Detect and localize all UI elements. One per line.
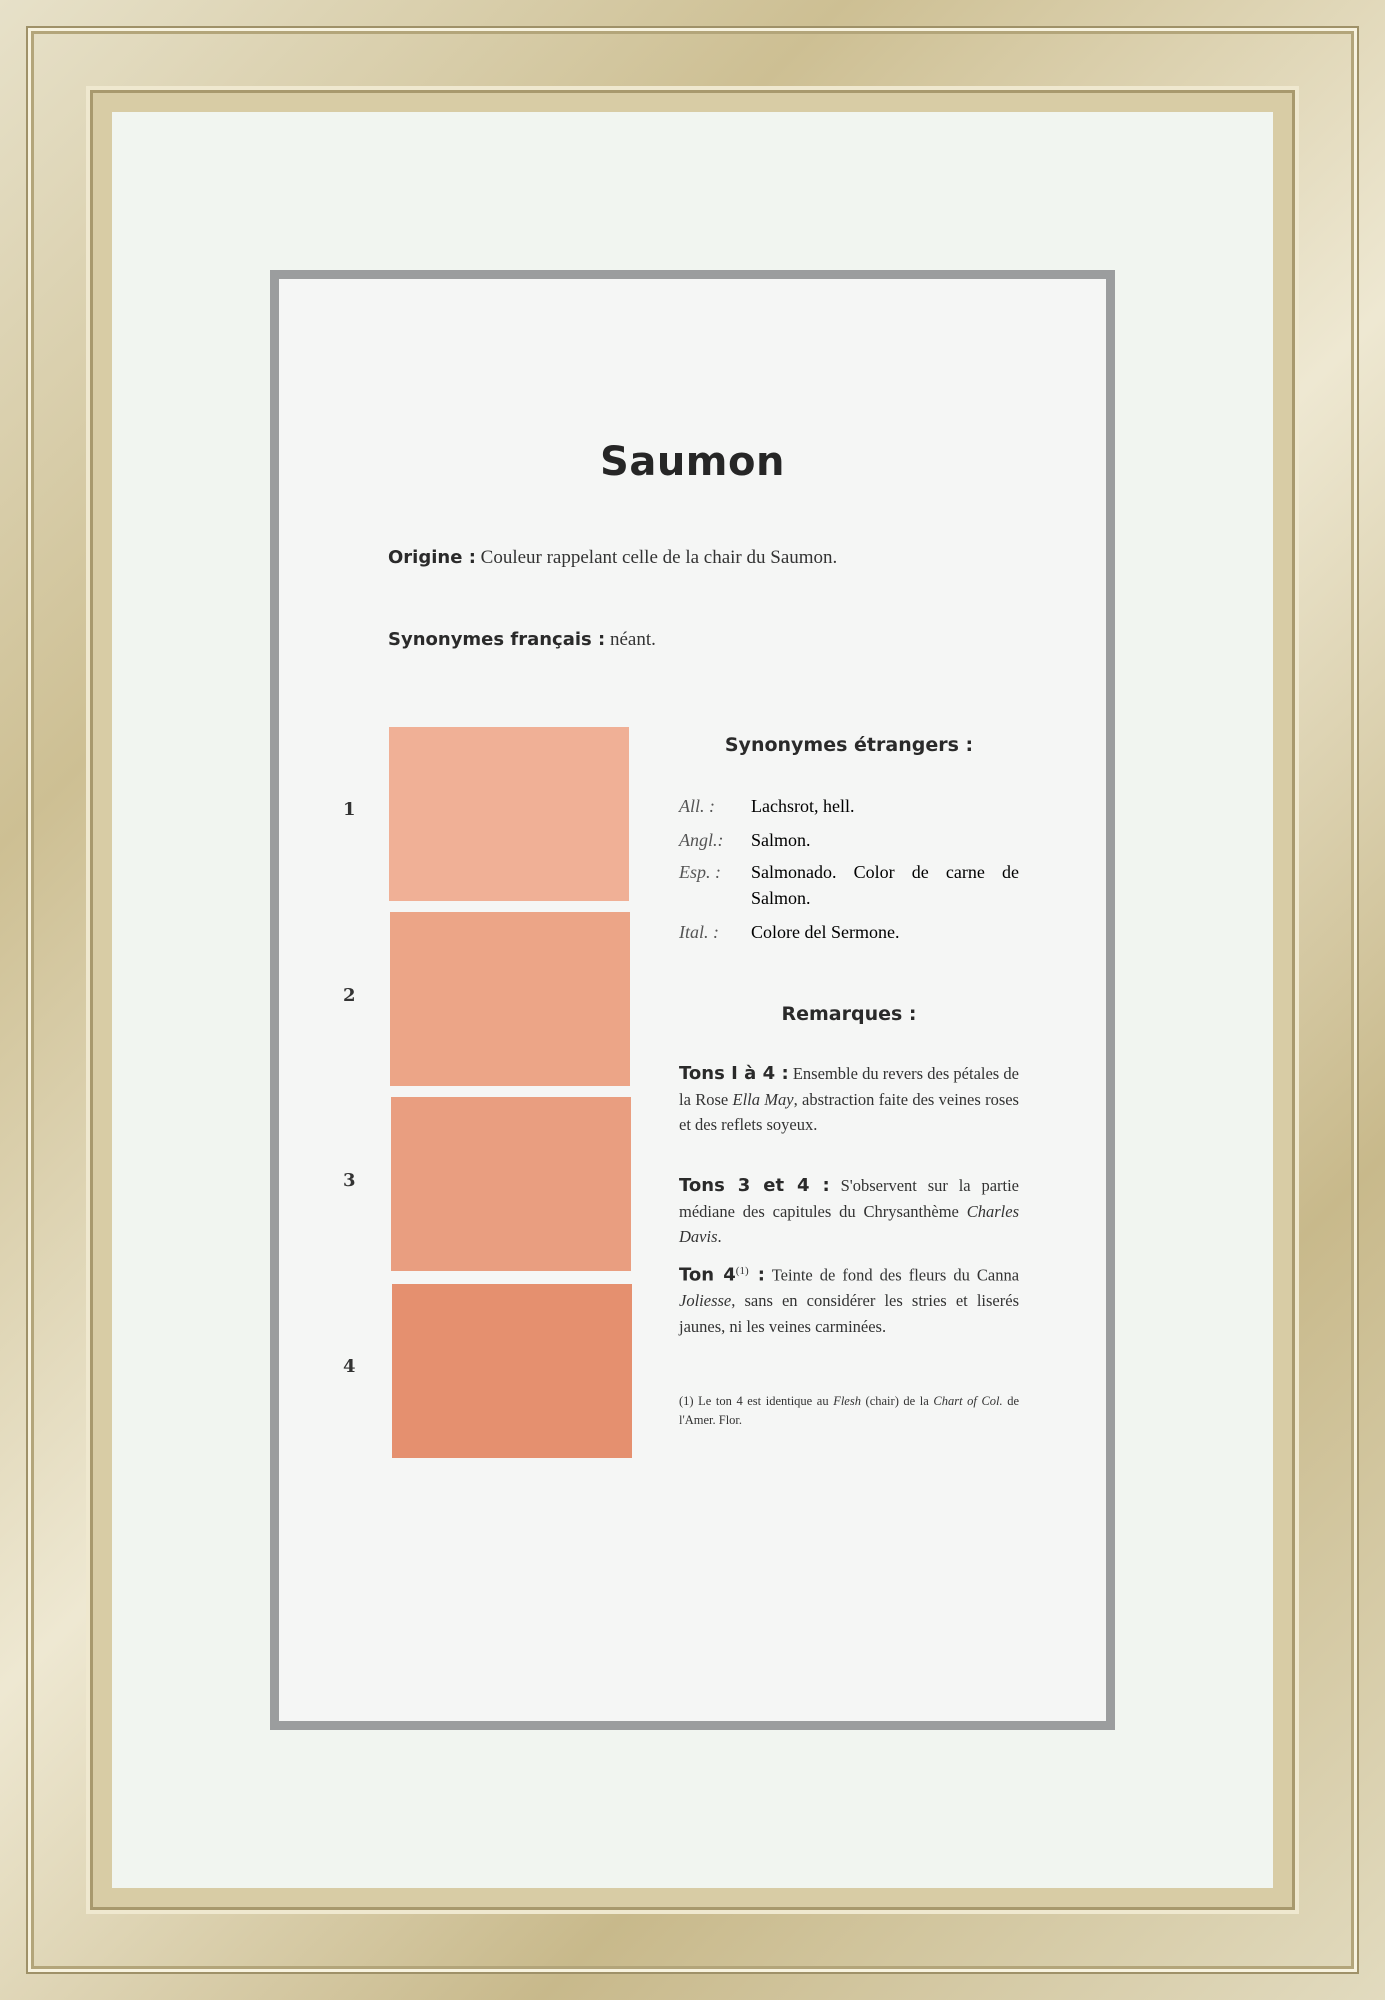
color-swatch-4 [392, 1284, 632, 1458]
remark-label: Tons I à 4 : [679, 1063, 789, 1084]
footnote-italic: Chart of Col. [933, 1394, 1003, 1408]
swatch-number-1: 1 [343, 799, 356, 820]
remark-text: , sans en considérer les stries et liserés jaunes, ni les veines carminées. [679, 1291, 1019, 1336]
remark-text: , abstraction faite des veines roses et des reflets soyeux. [679, 1089, 1019, 1134]
remark-colon: : [748, 1264, 765, 1286]
synonym-value: Salmon. [751, 830, 811, 850]
synonym-row [679, 859, 1019, 908]
remark-label: Ton 4 [679, 1264, 736, 1286]
footnote-ref: (1) [735, 1265, 749, 1277]
color-swatch-2 [390, 912, 630, 1086]
footnote [679, 1392, 1019, 1430]
remark-tons-3-4 [679, 1173, 1019, 1250]
synonym-row [679, 919, 1019, 945]
remark-text: Teinte de fond des fleurs du Canna [771, 1265, 1020, 1285]
page-title: Saumon [600, 439, 785, 485]
remark-plant-name: Ella May [732, 1089, 794, 1109]
synonymes-francais-label: Synonymes français : [388, 629, 606, 650]
remarques-heading: Remarques : [781, 1003, 917, 1025]
synonym-value: Colore del Sermone. [751, 922, 900, 942]
swatch-number-2: 2 [343, 985, 356, 1006]
synonym-row [679, 793, 1019, 819]
synonym-abbr: Ital. : [679, 922, 719, 942]
remark-tons-1-4 [679, 1061, 1019, 1138]
footnote-text: (1) Le ton 4 est identique au [679, 1394, 829, 1408]
synonym-abbr: Angl.: [679, 830, 724, 850]
synonym-abbr: All. : [679, 796, 715, 816]
footnote-text: de l'Amer. Flor. [679, 1394, 1020, 1427]
synonym-value: Salmonado. Color de carne de Salmon. [751, 862, 1019, 908]
remark-text: S'observent sur la partie médiane des capitules du Chrysanthème [679, 1176, 1019, 1221]
remark-ton-4 [679, 1259, 1019, 1339]
remark-plant-name: Charles Davis [679, 1201, 1020, 1246]
origin-text: Couleur rappelant celle de la chair du Saumon. [480, 547, 838, 568]
color-plate [270, 270, 1115, 1730]
footnote-italic: Flesh [833, 1394, 861, 1408]
swatch-number-4: 4 [343, 1356, 356, 1377]
color-swatch-1 [389, 727, 629, 901]
synonym-abbr: Esp. : [679, 862, 721, 882]
origin-label: Origine : [388, 547, 476, 568]
remark-text: . [717, 1227, 722, 1246]
swatch-number-3: 3 [343, 1170, 356, 1191]
origin-line [388, 547, 837, 569]
synonymes-etrangers-heading: Synonymes étrangers : [724, 734, 974, 756]
remark-label: Tons 3 et 4 : [679, 1175, 830, 1196]
synonym-row [679, 827, 1019, 853]
synonym-value: Lachsrot, hell. [751, 796, 855, 816]
synonymes-francais-line [388, 629, 656, 651]
synonymes-francais-text: néant. [609, 629, 656, 650]
footnote-text: (chair) de la [865, 1394, 929, 1408]
color-swatch-3 [391, 1097, 631, 1271]
remark-text: Ensemble du revers des pétales de la Rose [679, 1064, 1019, 1109]
remark-plant-name: Joliesse [679, 1291, 732, 1310]
